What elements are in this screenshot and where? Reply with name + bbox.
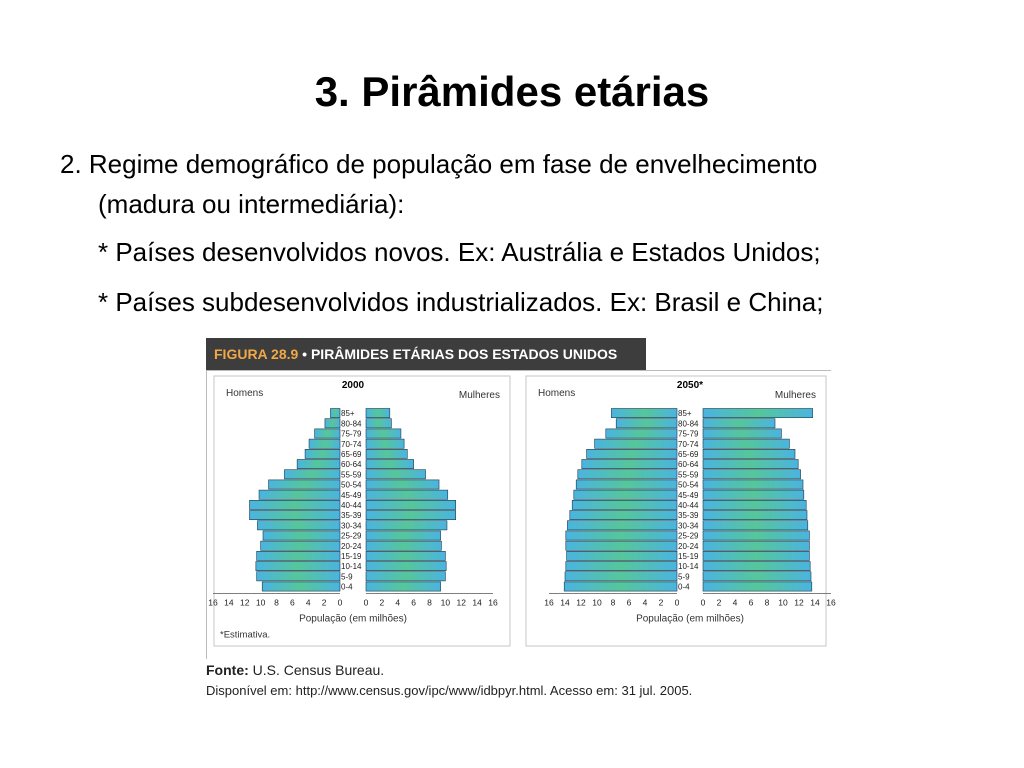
xlabel-2050: População (em milhões) [636,613,744,625]
men-bar-2050-85+ [611,409,677,418]
body-line-developed: * Países desenvolvidos novos. Ex: Austrália e Estados Unidos; [98,237,821,267]
men-bar-2000-30-34 [257,521,340,530]
figure-available [206,683,692,698]
men-bar-2000-10-14 [256,562,340,571]
men-tick-2000-4: 4 [305,597,311,608]
women-bar-2000-10-14 [366,562,446,571]
age-label-2050-70-74: 70-74 [678,439,699,449]
age-label-2000-40-44: 40-44 [341,501,362,510]
men-tick-2000-8: 8 [274,597,279,608]
body-line-regime-cont: (madura ou intermediária): [98,189,405,219]
men-bar-2050-20-24 [566,541,677,550]
men-bar-2000-55-59 [284,470,340,479]
men-bar-2000-25-29 [263,531,340,540]
men-bar-2050-50-54 [576,480,677,489]
men-bar-2000-15-19 [257,551,340,560]
available-label: Disponível em: [206,683,292,698]
age-label-2050-65-69: 65-69 [678,450,699,459]
women-bar-2000-15-19 [366,551,445,560]
age-label-2050-60-64: 60-64 [678,460,699,470]
women-tick-2000-16: 16 [488,597,498,608]
women-bar-2000-30-34 [366,521,447,530]
age-label-2050-25-29: 25-29 [678,531,699,541]
men-tick-2000-16: 16 [208,597,218,608]
men-bar-2000-70-74 [309,439,340,448]
women-bar-2050-35-39 [703,511,807,520]
age-label-2000-85+: 85+ [341,409,355,419]
men-tick-2050-10: 10 [592,597,602,608]
women-bar-2000-50-54 [366,480,439,489]
women-tick-2000-14: 14 [472,597,482,608]
women-tick-2050-0: 0 [700,597,706,608]
age-label-2050-15-19: 15-19 [678,552,699,561]
women-bar-2050-20-24 [703,541,809,550]
men-tick-2050-14: 14 [560,597,570,608]
age-label-2000-30-34: 30-34 [341,521,362,531]
women-bar-2000-80-84 [366,419,391,428]
women-bar-2000-65-69 [366,449,407,458]
women-bar-2050-70-74 [703,439,789,448]
men-bar-2050-15-19 [567,551,677,560]
women-tick-2050-10: 10 [778,597,788,608]
women-tick-2000-12: 12 [456,597,466,608]
men-bar-2000-40-44 [250,500,340,509]
men-bar-2000-85+ [330,409,340,418]
men-bar-2000-5-9 [257,572,340,581]
men-bar-2000-35-39 [250,511,340,520]
age-label-2050-75-79: 75-79 [678,429,699,439]
women-tick-2000-0: 0 [363,597,369,608]
body-line-regime: 2. Regime demográfico de população em fase de envelhecimento [60,149,818,179]
age-label-2000-10-14: 10-14 [341,562,362,572]
men-tick-2050-2: 2 [658,597,664,608]
men-bar-2050-45-49 [574,490,677,499]
women-bar-2000-35-39 [366,511,456,520]
men-tick-2050-8: 8 [610,597,616,608]
figure-source [206,662,384,678]
men-bar-2000-65-69 [305,449,340,458]
women-bar-2050-65-69 [703,449,795,458]
age-label-2050-50-54: 50-54 [678,480,699,490]
age-label-2000-65-69: 65-69 [341,450,362,459]
men-bar-2050-80-84 [616,419,677,428]
men-bar-2000-50-54 [269,480,340,489]
women-bar-2050-40-44 [703,500,806,509]
women-bar-2050-85+ [703,409,813,418]
women-tick-2050-16: 16 [826,597,836,608]
figure-title: PIRÂMIDES ETÁRIAS DOS ESTADOS UNIDOS [310,346,618,362]
age-label-2000-45-49: 45-49 [341,490,362,500]
age-label-2050-85+: 85+ [678,409,692,419]
women-label-2050: Mulheres [774,390,816,401]
age-label-2050-40-44: 40-44 [678,501,699,510]
age-label-2000-35-39: 35-39 [341,511,362,521]
men-tick-2000-2: 2 [321,597,327,608]
women-bar-2050-30-34 [703,521,808,530]
women-tick-2050-4: 4 [732,597,738,608]
slide-title: 3. Pirâmides etárias [314,68,710,115]
women-tick-2000-2: 2 [379,597,385,608]
women-bar-2000-5-9 [366,572,445,581]
men-bar-2050-30-34 [567,521,677,530]
women-bar-2050-60-64 [703,460,798,469]
men-bar-2050-75-79 [606,429,677,438]
figure-separator: • [302,346,308,362]
women-bar-2050-45-49 [703,490,804,499]
age-label-2000-80-84: 80-84 [341,419,362,429]
age-label-2050-80-84: 80-84 [678,419,699,429]
figure-header [206,338,646,370]
women-tick-2050-12: 12 [794,597,804,608]
women-tick-2000-10: 10 [440,597,451,608]
age-label-2050-5-9: 5-9 [678,572,690,582]
xlabel-2000: População (em milhões) [299,613,407,625]
age-label-2050-30-34: 30-34 [678,521,699,531]
women-tick-2050-14: 14 [810,597,820,608]
women-tick-2050-8: 8 [764,597,770,608]
estimate-note: *Estimativa. [220,629,271,641]
age-label-2000-5-9: 5-9 [341,572,353,582]
men-bar-2000-75-79 [315,429,340,438]
men-label-2000: Homens [226,388,264,399]
age-label-2000-75-79: 75-79 [341,429,362,439]
women-tick-2000-6: 6 [411,597,416,608]
men-tick-2050-4: 4 [642,597,648,608]
women-bar-2000-85+ [366,409,390,418]
men-bar-2050-10-14 [566,562,677,571]
men-tick-2050-6: 6 [626,597,632,608]
women-tick-2000-4: 4 [395,597,401,608]
men-tick-2000-0: 0 [337,597,343,608]
figure-number: FIGURA 28.9 [214,346,299,362]
men-tick-2000-6: 6 [290,597,295,608]
women-bar-2000-55-59 [366,470,426,479]
pyramid-year-2000: 2000 [341,380,365,391]
source-label: Fonte: [206,662,249,678]
women-bar-2000-75-79 [366,429,401,438]
men-bar-2000-80-84 [325,419,340,428]
age-label-2000-15-19: 15-19 [341,552,362,561]
men-label-2050: Homens [538,388,576,399]
women-bar-2050-5-9 [703,572,811,581]
women-tick-2050-2: 2 [716,597,722,608]
women-tick-2050-6: 6 [748,597,754,608]
women-bar-2000-20-24 [366,541,441,550]
women-bar-2000-25-29 [366,531,441,540]
pyramid-figure [206,338,836,660]
source-text: U.S. Census Bureau. [252,662,385,678]
women-bar-2050-75-79 [703,429,781,438]
age-label-2000-50-54: 50-54 [341,480,362,490]
men-bar-2050-0-4 [564,582,677,591]
age-label-2000-70-74: 70-74 [341,439,362,449]
men-bar-2050-5-9 [565,572,677,581]
men-bar-2000-0-4 [262,582,340,591]
women-bar-2000-40-44 [366,500,456,509]
men-bar-2050-55-59 [578,470,677,479]
body-line-underdeveloped: * Países subdesenvolvidos industrializados. Ex: Brasil e China; [98,287,824,317]
men-bar-2050-35-39 [570,511,677,520]
men-bar-2000-20-24 [261,541,340,550]
men-tick-2000-10: 10 [255,597,266,608]
women-bar-2000-60-64 [366,460,414,469]
women-bar-2000-0-4 [366,582,441,591]
women-tick-2000-8: 8 [427,597,432,608]
men-bar-2050-65-69 [587,449,677,458]
women-bar-2050-50-54 [703,480,803,489]
women-bar-2050-0-4 [703,582,812,591]
age-label-2000-25-29: 25-29 [341,531,362,541]
age-label-2050-45-49: 45-49 [678,490,699,500]
men-bar-2000-60-64 [297,460,340,469]
men-bar-2050-60-64 [582,460,677,469]
men-tick-2050-16: 16 [544,597,554,608]
age-label-2050-10-14: 10-14 [678,562,699,572]
age-label-2000-20-24: 20-24 [341,541,362,551]
pyramid-chart [206,370,836,658]
women-bar-2050-15-19 [703,551,809,560]
women-bar-2000-45-49 [366,490,448,499]
age-label-2050-55-59: 55-59 [678,470,699,480]
women-bar-2050-25-29 [703,531,809,540]
men-tick-2050-0: 0 [674,597,680,608]
men-bar-2050-70-74 [595,439,677,448]
age-label-2000-60-64: 60-64 [341,460,362,470]
men-bar-2000-45-49 [259,490,340,499]
age-label-2050-0-4: 0-4 [678,582,690,592]
men-bar-2050-40-44 [572,500,677,509]
women-bar-2050-55-59 [703,470,801,479]
available-text: http://www.census.gov/ipc/www/idbpyr.html. Acesso em: 31 jul. 2005. [295,683,693,698]
men-bar-2050-25-29 [566,531,677,540]
men-tick-2000-12: 12 [240,597,250,608]
age-label-2050-35-39: 35-39 [678,511,699,521]
age-label-2000-0-4: 0-4 [341,582,353,592]
women-label-2000: Mulheres [458,390,500,401]
men-tick-2000-14: 14 [224,597,234,608]
men-tick-2050-12: 12 [576,597,586,608]
women-bar-2000-70-74 [366,439,404,448]
women-bar-2050-10-14 [703,562,810,571]
pyramid-year-2050: 2050* [676,380,704,391]
age-label-2000-55-59: 55-59 [341,470,362,480]
age-label-2050-20-24: 20-24 [678,541,699,551]
women-bar-2050-80-84 [703,419,775,428]
